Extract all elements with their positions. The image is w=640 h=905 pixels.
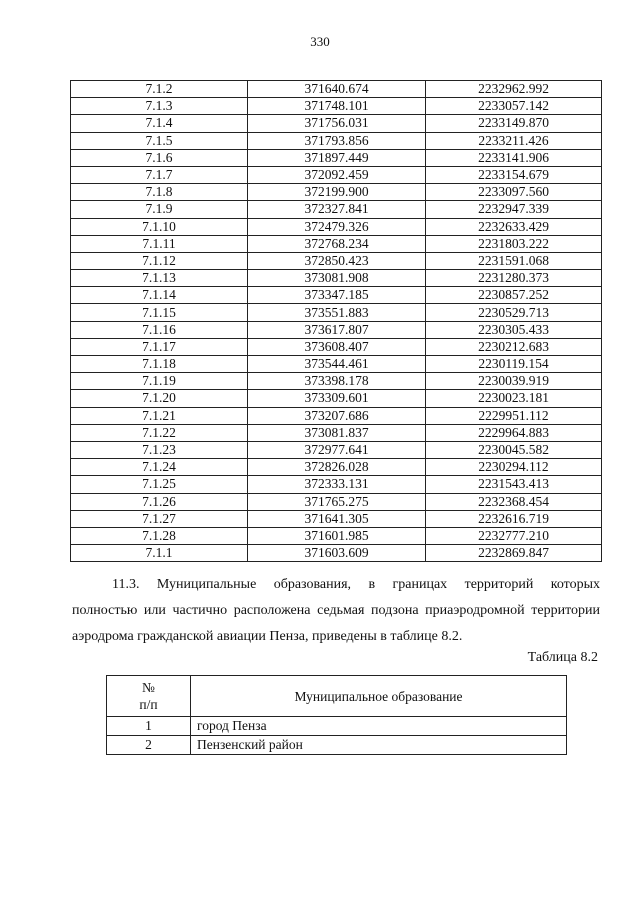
y-coordinate-cell: 2233154.679 [426, 166, 602, 183]
point-id-cell: 7.1.17 [71, 338, 248, 355]
point-id-cell: 7.1.9 [71, 201, 248, 218]
header-number-abbr: п/п [139, 697, 158, 712]
y-coordinate-cell: 2231280.373 [426, 270, 602, 287]
y-coordinate-cell: 2232869.847 [426, 545, 602, 562]
y-coordinate-cell: 2233141.906 [426, 149, 602, 166]
point-id-cell: 7.1.3 [71, 98, 248, 115]
x-coordinate-cell: 372092.459 [248, 166, 426, 183]
table-row [71, 184, 602, 201]
x-coordinate-cell: 371641.305 [248, 510, 426, 527]
x-coordinate-cell: 373617.807 [248, 321, 426, 338]
table-row [71, 459, 602, 476]
x-coordinate-cell: 373551.883 [248, 304, 426, 321]
municipality-table [106, 675, 567, 755]
x-coordinate-cell: 373309.601 [248, 390, 426, 407]
point-id-cell: 7.1.4 [71, 115, 248, 132]
paragraph-11-3 [72, 572, 600, 650]
point-id-cell: 7.1.12 [71, 252, 248, 269]
header-municipality: Муниципальное образование [191, 676, 567, 717]
y-coordinate-cell: 2230119.154 [426, 356, 602, 373]
y-coordinate-cell: 2230857.252 [426, 287, 602, 304]
y-coordinate-cell: 2230294.112 [426, 459, 602, 476]
x-coordinate-cell: 373207.686 [248, 407, 426, 424]
x-coordinate-cell: 373081.837 [248, 424, 426, 441]
table-row [71, 321, 602, 338]
x-coordinate-cell: 371601.985 [248, 527, 426, 544]
table-row [71, 166, 602, 183]
paragraph-line-3: аэродрома гражданской авиации Пенза, приведены в таблице 8.2. [72, 629, 463, 644]
y-coordinate-cell: 2232962.992 [426, 81, 602, 98]
point-id-cell: 7.1.28 [71, 527, 248, 544]
point-id-cell: 7.1.1 [71, 545, 248, 562]
table-row [71, 132, 602, 149]
x-coordinate-cell: 372826.028 [248, 459, 426, 476]
municipality-header-row [107, 676, 567, 717]
point-id-cell: 7.1.7 [71, 166, 248, 183]
municipality-name-cell: город Пенза [191, 717, 567, 736]
table-row [71, 476, 602, 493]
y-coordinate-cell: 2229964.883 [426, 424, 602, 441]
row-number-cell: 2 [107, 736, 191, 755]
table-row [71, 390, 602, 407]
y-coordinate-cell: 2230529.713 [426, 304, 602, 321]
table-row [71, 510, 602, 527]
x-coordinate-cell: 372479.326 [248, 218, 426, 235]
paragraph-line-2: полностью или частично расположена седьмая подзона приаэродромной территории [72, 603, 600, 618]
x-coordinate-cell: 372327.841 [248, 201, 426, 218]
point-id-cell: 7.1.21 [71, 407, 248, 424]
table-caption: Таблица 8.2 [527, 650, 598, 665]
point-id-cell: 7.1.14 [71, 287, 248, 304]
point-id-cell: 7.1.27 [71, 510, 248, 527]
table-row [71, 252, 602, 269]
point-id-cell: 7.1.5 [71, 132, 248, 149]
point-id-cell: 7.1.8 [71, 184, 248, 201]
table-row [71, 115, 602, 132]
x-coordinate-cell: 372333.131 [248, 476, 426, 493]
table-row [71, 338, 602, 355]
y-coordinate-cell: 2229951.112 [426, 407, 602, 424]
x-coordinate-cell: 372199.900 [248, 184, 426, 201]
point-id-cell: 7.1.10 [71, 218, 248, 235]
header-number-sign: № [142, 680, 155, 695]
x-coordinate-cell: 371793.856 [248, 132, 426, 149]
x-coordinate-cell: 371640.674 [248, 81, 426, 98]
y-coordinate-cell: 2230305.433 [426, 321, 602, 338]
table-row [71, 235, 602, 252]
y-coordinate-cell: 2232947.339 [426, 201, 602, 218]
x-coordinate-cell: 371756.031 [248, 115, 426, 132]
y-coordinate-cell: 2233097.560 [426, 184, 602, 201]
paragraph-line-1: 11.3. Муниципальные образования, в границах территорий которых [112, 577, 600, 592]
point-id-cell: 7.1.19 [71, 373, 248, 390]
table-row [71, 373, 602, 390]
y-coordinate-cell: 2231803.222 [426, 235, 602, 252]
y-coordinate-cell: 2230212.683 [426, 338, 602, 355]
point-id-cell: 7.1.6 [71, 149, 248, 166]
table-row [71, 545, 602, 562]
table-row [71, 287, 602, 304]
point-id-cell: 7.1.24 [71, 459, 248, 476]
point-id-cell: 7.1.11 [71, 235, 248, 252]
table-row [71, 98, 602, 115]
table-row [71, 407, 602, 424]
y-coordinate-cell: 2232368.454 [426, 493, 602, 510]
point-id-cell: 7.1.22 [71, 424, 248, 441]
table-row [71, 424, 602, 441]
table-row [71, 356, 602, 373]
table-row [71, 270, 602, 287]
y-coordinate-cell: 2232633.429 [426, 218, 602, 235]
x-coordinate-cell: 372850.423 [248, 252, 426, 269]
x-coordinate-cell: 373608.407 [248, 338, 426, 355]
municipality-name-cell: Пензенский район [191, 736, 567, 755]
x-coordinate-cell: 372768.234 [248, 235, 426, 252]
x-coordinate-cell: 371748.101 [248, 98, 426, 115]
point-id-cell: 7.1.23 [71, 441, 248, 458]
x-coordinate-cell: 371603.609 [248, 545, 426, 562]
y-coordinate-cell: 2230039.919 [426, 373, 602, 390]
point-id-cell: 7.1.2 [71, 81, 248, 98]
table-row [107, 736, 567, 755]
table-row [71, 441, 602, 458]
page-number: 330 [310, 34, 330, 49]
header-number [107, 676, 191, 717]
table-row [71, 527, 602, 544]
point-id-cell: 7.1.20 [71, 390, 248, 407]
coordinates-table [70, 80, 602, 562]
point-id-cell: 7.1.18 [71, 356, 248, 373]
x-coordinate-cell: 373544.461 [248, 356, 426, 373]
table-row [71, 304, 602, 321]
table-row [107, 717, 567, 736]
coordinates-table-body [71, 81, 602, 562]
point-id-cell: 7.1.25 [71, 476, 248, 493]
row-number-cell: 1 [107, 717, 191, 736]
table-row [71, 81, 602, 98]
y-coordinate-cell: 2233211.426 [426, 132, 602, 149]
x-coordinate-cell: 371765.275 [248, 493, 426, 510]
y-coordinate-cell: 2231591.068 [426, 252, 602, 269]
x-coordinate-cell: 373081.908 [248, 270, 426, 287]
x-coordinate-cell: 373347.185 [248, 287, 426, 304]
table-row [71, 201, 602, 218]
x-coordinate-cell: 372977.641 [248, 441, 426, 458]
y-coordinate-cell: 2231543.413 [426, 476, 602, 493]
table-row [71, 149, 602, 166]
y-coordinate-cell: 2233149.870 [426, 115, 602, 132]
y-coordinate-cell: 2230045.582 [426, 441, 602, 458]
point-id-cell: 7.1.15 [71, 304, 248, 321]
x-coordinate-cell: 371897.449 [248, 149, 426, 166]
y-coordinate-cell: 2232777.210 [426, 527, 602, 544]
table-row [71, 218, 602, 235]
y-coordinate-cell: 2232616.719 [426, 510, 602, 527]
table-row [71, 493, 602, 510]
x-coordinate-cell: 373398.178 [248, 373, 426, 390]
municipality-table-body [107, 717, 567, 755]
point-id-cell: 7.1.13 [71, 270, 248, 287]
point-id-cell: 7.1.16 [71, 321, 248, 338]
y-coordinate-cell: 2233057.142 [426, 98, 602, 115]
y-coordinate-cell: 2230023.181 [426, 390, 602, 407]
point-id-cell: 7.1.26 [71, 493, 248, 510]
